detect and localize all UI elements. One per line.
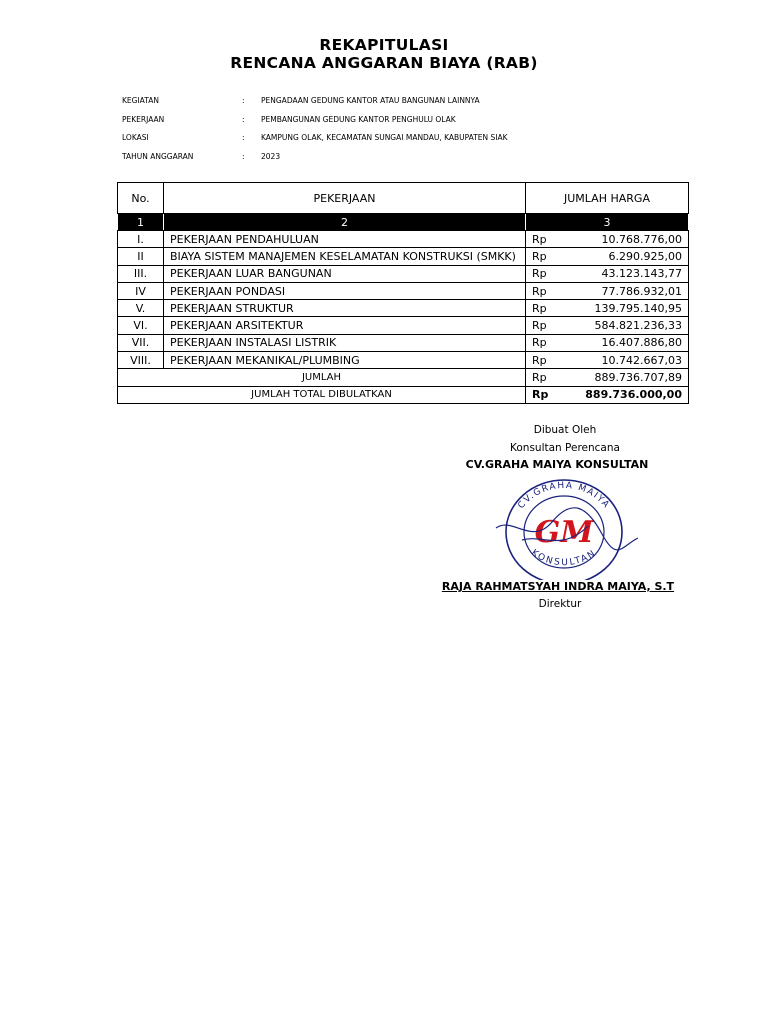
table-row [118,334,689,351]
row-currency: Rp [526,317,557,334]
total-currency: Rp [526,386,557,403]
info-label: PEKERJAAN [122,114,165,124]
info-separator: : [242,151,245,161]
row-no: VII. [118,334,164,351]
stamp-bottom-text: KONSULTAN [529,548,599,569]
row-amount: 10.742.667,03 [556,352,689,369]
index-cell: 2 [164,214,526,231]
row-no: V. [118,300,164,317]
company-name: CV.GRAHA MAIYA KONSULTAN [465,458,649,471]
row-name: PEKERJAAN PONDASI [164,282,526,299]
info-separator: : [242,96,245,105]
sum-row [118,369,689,386]
sum-amount: 889.736.707,89 [556,369,689,386]
row-name: PEKERJAAN INSTALASI LISTRIK [164,334,526,351]
table-row [118,248,689,265]
rab-table [117,182,689,404]
table-header-row [118,183,689,214]
row-name: PEKERJAAN STRUKTUR [164,300,526,317]
index-cell: 3 [526,214,689,231]
row-currency: Rp [526,300,557,317]
row-currency: Rp [526,265,557,282]
table-row [118,317,689,334]
row-currency: Rp [526,334,557,351]
info-value: 2023 [261,151,281,161]
table-row [118,231,689,248]
sum-label: JUMLAH [118,369,526,386]
company-stamp [492,476,640,580]
row-amount: 6.290.925,00 [556,248,689,265]
table-row [118,265,689,282]
info-value: PEMBANGUNAN GEDUNG KANTOR PENGHULU OLAK [261,114,456,124]
header-no: No. [118,183,164,214]
table-row [118,352,689,369]
stamp-monogram: GM [534,515,594,550]
stamp-top-text: CV.GRAHA MAIYA [516,480,612,511]
info-label: KEGIATAN [122,96,159,105]
row-amount: 43.123.143,77 [556,265,689,282]
row-no: IV [118,282,164,299]
row-amount: 16.407.886,80 [556,334,689,351]
document-title: REKAPITULASI [319,36,449,54]
info-label: LOKASI [122,133,149,142]
row-name: PEKERJAAN ARSITEKTUR [164,317,526,334]
info-value: PENGADAAN GEDUNG KANTOR ATAU BANGUNAN LAINNYA [261,96,480,105]
info-separator: : [242,133,245,142]
header-jumlah: JUMLAH HARGA [526,183,689,214]
total-row [118,386,689,403]
svg-text:KONSULTAN [529,548,599,568]
info-separator: : [242,114,245,124]
table-row [118,282,689,299]
index-cell: 1 [118,214,164,231]
row-no: II [118,248,164,265]
total-label: JUMLAH TOTAL DIBULATKAN [118,386,526,403]
info-label: TAHUN ANGGARAN [122,151,194,161]
row-no: I. [118,231,164,248]
row-name: BIAYA SISTEM MANAJEMEN KESELAMATAN KONSTRUKSI (SMKK) [164,248,526,265]
info-value: KAMPUNG OLAK, KECAMATAN SUNGAI MANDAU, KABUPATEN SIAK [261,133,508,142]
row-amount: 10.768.776,00 [556,231,689,248]
row-no: III. [118,265,164,282]
document-subtitle: RENCANA ANGGARAN BIAYA (RAB) [230,54,538,72]
consultant-label: Konsultan Perencana [510,442,620,454]
row-currency: Rp [526,231,557,248]
row-name: PEKERJAAN PENDAHULUAN [164,231,526,248]
table-index-row [118,214,689,231]
row-name: PEKERJAAN LUAR BANGUNAN [164,265,526,282]
signer-name: RAJA RAHMATSYAH INDRA MAIYA, S.T [441,580,675,593]
row-amount: 139.795.140,95 [556,300,689,317]
row-currency: Rp [526,282,557,299]
row-no: VIII. [118,352,164,369]
table-row [118,300,689,317]
row-amount: 584.821.236,33 [556,317,689,334]
row-name: PEKERJAAN MEKANIKAL/PLUMBING [164,352,526,369]
made-by-label: Dibuat Oleh [533,424,597,436]
signer-role: Direktur [538,598,582,610]
row-amount: 77.786.932,01 [556,282,689,299]
header-pekerjaan: PEKERJAAN [164,183,526,214]
row-currency: Rp [526,248,557,265]
sum-currency: Rp [526,369,557,386]
row-no: VI. [118,317,164,334]
total-amount: 889.736.000,00 [556,386,689,403]
row-currency: Rp [526,352,557,369]
